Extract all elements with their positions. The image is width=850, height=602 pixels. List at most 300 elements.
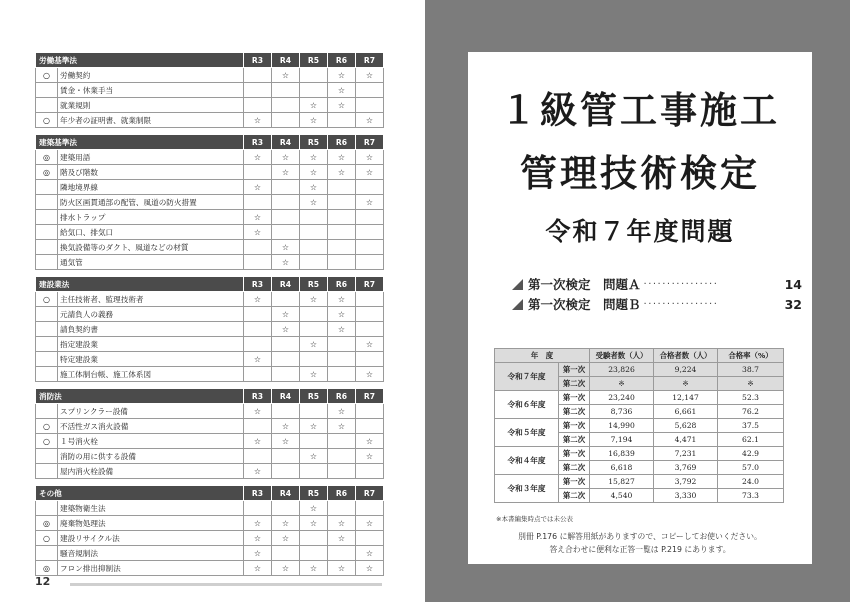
year-header: R3 xyxy=(244,277,272,292)
year-star xyxy=(328,210,356,225)
stats-examinees: ※ xyxy=(590,377,654,391)
year-star: ☆ xyxy=(328,292,356,307)
topic-row xyxy=(36,531,384,546)
year-star xyxy=(244,240,272,255)
importance-mark xyxy=(36,83,58,98)
topic-row xyxy=(36,113,384,128)
year-star xyxy=(328,546,356,561)
stats-examinees: 14,990 xyxy=(590,419,654,433)
year-star: ☆ xyxy=(244,434,272,449)
toc-page: 14 xyxy=(784,276,802,292)
year-star xyxy=(300,322,328,337)
year-header: R7 xyxy=(356,389,384,404)
stats-passers: ※ xyxy=(654,377,718,391)
topic-row xyxy=(36,516,384,531)
year-star: ☆ xyxy=(244,464,272,479)
year-header: R6 xyxy=(328,277,356,292)
topic-name: 屋内消火栓設備 xyxy=(58,464,244,479)
stats-passers: 7,231 xyxy=(654,447,718,461)
topic-row xyxy=(36,195,384,210)
year-star: ☆ xyxy=(272,240,300,255)
topic-row xyxy=(36,449,384,464)
year-star xyxy=(328,240,356,255)
topic-row xyxy=(36,561,384,576)
year-star: ☆ xyxy=(328,307,356,322)
stats-kind: 第一次 xyxy=(559,363,590,377)
stats-row xyxy=(495,475,784,489)
title-panel xyxy=(468,52,812,564)
importance-mark: ◎ xyxy=(36,561,58,576)
year-star xyxy=(356,210,384,225)
year-star: ☆ xyxy=(300,292,328,307)
year-star xyxy=(300,352,328,367)
year-star xyxy=(328,255,356,270)
toc-label: 第一次検定 問題Ｂ xyxy=(528,297,641,312)
stats-rate: 42.9 xyxy=(718,447,784,461)
importance-mark: ○ xyxy=(36,531,58,546)
topic-name: 消防の用に供する設備 xyxy=(58,449,244,464)
year-star: ☆ xyxy=(244,546,272,561)
answer-sheet-note: 別冊 P.176 に解答用紙がありますので、コピーしてお使いください。 xyxy=(518,532,762,541)
year-star: ☆ xyxy=(272,68,300,83)
topic-name: 賃金・休業手当 xyxy=(58,83,244,98)
importance-mark xyxy=(36,546,58,561)
importance-mark xyxy=(36,195,58,210)
importance-mark: ◎ xyxy=(36,516,58,531)
importance-mark xyxy=(36,367,58,382)
year-star xyxy=(328,501,356,516)
topic-name: 建築物衛生法 xyxy=(58,501,244,516)
year-star: ☆ xyxy=(244,352,272,367)
year-star: ☆ xyxy=(244,516,272,531)
year-star xyxy=(244,501,272,516)
year-star xyxy=(244,98,272,113)
topic-name: スプリンクラー設備 xyxy=(58,404,244,419)
year-header: R7 xyxy=(356,486,384,501)
year-star: ☆ xyxy=(328,165,356,180)
year-star xyxy=(272,337,300,352)
toc-page: 32 xyxy=(784,296,802,312)
toc-leader: ················ xyxy=(643,278,719,290)
year-star: ☆ xyxy=(300,180,328,195)
year-star xyxy=(328,225,356,240)
law-section-table xyxy=(35,276,384,382)
year-star xyxy=(300,404,328,419)
importance-mark xyxy=(36,337,58,352)
year-star: ☆ xyxy=(356,561,384,576)
year-header: R3 xyxy=(244,389,272,404)
topic-row xyxy=(36,352,384,367)
year-star: ☆ xyxy=(356,449,384,464)
topic-name: 防火区画貫通部の配管、風道の防火措置 xyxy=(58,195,244,210)
year-star: ☆ xyxy=(244,292,272,307)
stats-rate: 62.1 xyxy=(718,433,784,447)
section-header-row xyxy=(36,135,384,150)
importance-mark xyxy=(36,404,58,419)
topic-name: 元請負人の義務 xyxy=(58,307,244,322)
section-title: その他 xyxy=(36,486,244,501)
year-star: ☆ xyxy=(300,165,328,180)
year-star: ☆ xyxy=(328,531,356,546)
exam-statistics-table xyxy=(494,348,784,503)
importance-mark xyxy=(36,352,58,367)
year-star xyxy=(244,322,272,337)
stats-rate: 24.0 xyxy=(718,475,784,489)
year-star xyxy=(300,68,328,83)
stats-passers: 12,147 xyxy=(654,391,718,405)
importance-mark xyxy=(36,225,58,240)
subtitle: 令和７年度問題 xyxy=(545,217,735,246)
year-star xyxy=(244,307,272,322)
stats-rate: 37.5 xyxy=(718,419,784,433)
year-star: ☆ xyxy=(356,113,384,128)
year-star xyxy=(244,449,272,464)
toc-leader: ················ xyxy=(643,298,719,310)
year-star xyxy=(272,404,300,419)
importance-mark xyxy=(36,501,58,516)
triangle-marker-icon xyxy=(512,299,523,310)
year-star xyxy=(272,98,300,113)
year-star: ☆ xyxy=(300,449,328,464)
stats-rate: ※ xyxy=(718,377,784,391)
topic-name: 建設リサイクル法 xyxy=(58,531,244,546)
year-star xyxy=(244,83,272,98)
year-star: ☆ xyxy=(272,322,300,337)
year-star xyxy=(244,419,272,434)
year-star xyxy=(328,367,356,382)
stats-kind: 第一次 xyxy=(559,419,590,433)
year-star: ☆ xyxy=(272,307,300,322)
year-star xyxy=(356,180,384,195)
year-star: ☆ xyxy=(356,546,384,561)
year-star xyxy=(272,449,300,464)
year-star xyxy=(356,322,384,337)
stats-rate: 57.0 xyxy=(718,461,784,475)
year-star: ☆ xyxy=(328,419,356,434)
topic-name: 給気口、排気口 xyxy=(58,225,244,240)
year-star: ☆ xyxy=(244,404,272,419)
year-header: R6 xyxy=(328,389,356,404)
stats-examinees: 7,194 xyxy=(590,433,654,447)
stats-passers: 9,224 xyxy=(654,363,718,377)
year-star: ☆ xyxy=(272,255,300,270)
importance-mark xyxy=(36,180,58,195)
year-header: R7 xyxy=(356,277,384,292)
year-star xyxy=(300,434,328,449)
year-star: ☆ xyxy=(244,150,272,165)
topic-name: 労働契約 xyxy=(58,68,244,83)
section-title: 建設業法 xyxy=(36,277,244,292)
stats-examinees: 4,540 xyxy=(590,489,654,503)
topic-row xyxy=(36,337,384,352)
topic-row xyxy=(36,434,384,449)
topic-name: 指定建設業 xyxy=(58,337,244,352)
stats-rate: 38.7 xyxy=(718,363,784,377)
topic-row xyxy=(36,501,384,516)
importance-mark: ◎ xyxy=(36,150,58,165)
year-star xyxy=(272,83,300,98)
topic-name: 騒音規制法 xyxy=(58,546,244,561)
importance-mark xyxy=(36,449,58,464)
title-line-2: 管理技術検定 xyxy=(520,152,760,195)
stats-year: 令和３年度 xyxy=(495,475,559,503)
importance-mark xyxy=(36,240,58,255)
topic-name: 主任技術者、監理技術者 xyxy=(58,292,244,307)
year-star xyxy=(244,68,272,83)
topic-row xyxy=(36,240,384,255)
stats-row xyxy=(495,391,784,405)
stats-examinees: 15,827 xyxy=(590,475,654,489)
year-star: ☆ xyxy=(356,434,384,449)
year-star xyxy=(300,546,328,561)
year-star: ☆ xyxy=(272,150,300,165)
stats-examinees: 23,826 xyxy=(590,363,654,377)
topic-name: １号消火栓 xyxy=(58,434,244,449)
section-header-row xyxy=(36,389,384,404)
year-star: ☆ xyxy=(244,210,272,225)
law-section-table xyxy=(35,485,384,576)
year-star: ☆ xyxy=(356,150,384,165)
topic-name: 建築用語 xyxy=(58,150,244,165)
year-star: ☆ xyxy=(244,113,272,128)
year-star xyxy=(300,225,328,240)
stats-examinees: 6,618 xyxy=(590,461,654,475)
year-star xyxy=(328,337,356,352)
year-star: ☆ xyxy=(300,195,328,210)
right-page xyxy=(425,0,850,602)
year-star xyxy=(356,98,384,113)
topic-name: 通気管 xyxy=(58,255,244,270)
year-star xyxy=(300,531,328,546)
stats-passers: 6,661 xyxy=(654,405,718,419)
year-header: R3 xyxy=(244,135,272,150)
year-star xyxy=(300,307,328,322)
footer-rule xyxy=(70,583,382,586)
year-star xyxy=(272,195,300,210)
topic-row xyxy=(36,98,384,113)
stats-passers: 5,628 xyxy=(654,419,718,433)
year-star: ☆ xyxy=(272,419,300,434)
year-star xyxy=(272,180,300,195)
topic-row xyxy=(36,546,384,561)
topic-name: 請負契約書 xyxy=(58,322,244,337)
stats-header-year: 年 度 xyxy=(495,349,590,363)
year-header: R6 xyxy=(328,486,356,501)
year-star xyxy=(272,464,300,479)
topic-row xyxy=(36,83,384,98)
year-star xyxy=(328,195,356,210)
year-star: ☆ xyxy=(272,165,300,180)
year-star: ☆ xyxy=(328,83,356,98)
topic-name: 換気設備等のダクト、風道などの材質 xyxy=(58,240,244,255)
stats-kind: 第二次 xyxy=(559,433,590,447)
topic-row xyxy=(36,307,384,322)
year-star: ☆ xyxy=(300,516,328,531)
year-star xyxy=(356,464,384,479)
topic-row xyxy=(36,150,384,165)
topic-name: 施工体制台帳、施工体系図 xyxy=(58,367,244,382)
importance-mark xyxy=(36,322,58,337)
year-star: ☆ xyxy=(300,419,328,434)
section-title: 消防法 xyxy=(36,389,244,404)
year-star xyxy=(272,210,300,225)
stats-header-row xyxy=(495,349,784,363)
stats-examinees: 23,240 xyxy=(590,391,654,405)
section-title: 建築基準法 xyxy=(36,135,244,150)
topic-name: 年少者の証明書、就業制限 xyxy=(58,113,244,128)
year-header: R4 xyxy=(272,135,300,150)
toc-entry-b[interactable] xyxy=(512,296,802,312)
topic-row xyxy=(36,255,384,270)
year-star: ☆ xyxy=(300,150,328,165)
year-header: R4 xyxy=(272,53,300,68)
year-star xyxy=(272,352,300,367)
topic-frequency-tables xyxy=(35,52,383,576)
year-star: ☆ xyxy=(300,367,328,382)
year-star xyxy=(244,337,272,352)
year-star xyxy=(300,83,328,98)
year-star: ☆ xyxy=(244,531,272,546)
year-header: R5 xyxy=(300,277,328,292)
year-star xyxy=(244,367,272,382)
year-star xyxy=(272,367,300,382)
stats-kind: 第二次 xyxy=(559,377,590,391)
stats-header-rate: 合格率（%） xyxy=(718,349,784,363)
law-section-table xyxy=(35,134,384,270)
year-star xyxy=(356,531,384,546)
year-star xyxy=(300,464,328,479)
year-star: ☆ xyxy=(272,516,300,531)
topic-row xyxy=(36,404,384,419)
year-star: ☆ xyxy=(272,561,300,576)
year-star xyxy=(356,225,384,240)
year-star: ☆ xyxy=(300,98,328,113)
year-star: ☆ xyxy=(244,561,272,576)
importance-mark: ○ xyxy=(36,419,58,434)
year-star: ☆ xyxy=(244,225,272,240)
topic-row xyxy=(36,225,384,240)
year-star: ☆ xyxy=(328,322,356,337)
year-header: R4 xyxy=(272,389,300,404)
year-star xyxy=(328,464,356,479)
year-star xyxy=(272,292,300,307)
topic-row xyxy=(36,464,384,479)
year-star: ☆ xyxy=(300,561,328,576)
year-star: ☆ xyxy=(356,68,384,83)
stats-examinees: 8,736 xyxy=(590,405,654,419)
importance-mark: ◎ xyxy=(36,165,58,180)
topic-name: 階及び階数 xyxy=(58,165,244,180)
topic-name: 排水トラップ xyxy=(58,210,244,225)
stats-passers: 4,471 xyxy=(654,433,718,447)
stats-year: 令和６年度 xyxy=(495,391,559,419)
stats-year: 令和５年度 xyxy=(495,419,559,447)
year-header: R5 xyxy=(300,53,328,68)
year-star xyxy=(328,352,356,367)
year-star: ☆ xyxy=(356,165,384,180)
section-header-row xyxy=(36,53,384,68)
year-star xyxy=(356,501,384,516)
stats-kind: 第一次 xyxy=(559,475,590,489)
year-star: ☆ xyxy=(328,404,356,419)
year-header: R6 xyxy=(328,53,356,68)
importance-mark: ○ xyxy=(36,68,58,83)
topic-row xyxy=(36,68,384,83)
year-star: ☆ xyxy=(300,113,328,128)
section-title: 労働基準法 xyxy=(36,53,244,68)
year-star: ☆ xyxy=(328,561,356,576)
year-star xyxy=(272,113,300,128)
year-star xyxy=(244,195,272,210)
year-star: ☆ xyxy=(328,98,356,113)
year-star: ☆ xyxy=(300,337,328,352)
year-star xyxy=(328,180,356,195)
year-star xyxy=(356,255,384,270)
topic-name: 就業規則 xyxy=(58,98,244,113)
stats-row xyxy=(495,363,784,377)
year-star: ☆ xyxy=(356,516,384,531)
importance-mark xyxy=(36,98,58,113)
importance-mark: ○ xyxy=(36,434,58,449)
year-star: ☆ xyxy=(272,531,300,546)
year-star xyxy=(356,292,384,307)
year-star xyxy=(328,449,356,464)
topic-name: 隣地境界線 xyxy=(58,180,244,195)
stats-passers: 3,792 xyxy=(654,475,718,489)
title-line-1: １級管工事施工 xyxy=(500,89,780,132)
topic-name: 不活性ガス消火設備 xyxy=(58,419,244,434)
triangle-marker-icon xyxy=(512,279,523,290)
stats-kind: 第二次 xyxy=(559,489,590,503)
year-star: ☆ xyxy=(328,68,356,83)
year-star xyxy=(328,113,356,128)
year-star xyxy=(300,255,328,270)
toc-label: 第一次検定 問題Ａ xyxy=(528,277,641,292)
year-star xyxy=(272,225,300,240)
stats-kind: 第二次 xyxy=(559,461,590,475)
toc-entry-a[interactable] xyxy=(512,276,802,292)
stats-year: 令和７年度 xyxy=(495,363,559,391)
year-star xyxy=(300,210,328,225)
law-section-table xyxy=(35,52,384,128)
topic-row xyxy=(36,180,384,195)
year-star xyxy=(244,165,272,180)
year-header: R3 xyxy=(244,486,272,501)
year-star xyxy=(272,546,300,561)
section-header-row xyxy=(36,486,384,501)
stats-passers: 3,330 xyxy=(654,489,718,503)
answer-list-note: 答え合わせに便利な正答一覧は P.219 にあります。 xyxy=(549,545,731,554)
stats-rate: 52.3 xyxy=(718,391,784,405)
topic-row xyxy=(36,165,384,180)
year-star xyxy=(356,404,384,419)
section-header-row xyxy=(36,277,384,292)
stats-rate: 76.2 xyxy=(718,405,784,419)
year-header: R3 xyxy=(244,53,272,68)
stats-kind: 第一次 xyxy=(559,391,590,405)
year-star: ☆ xyxy=(356,195,384,210)
importance-mark xyxy=(36,255,58,270)
year-star xyxy=(356,352,384,367)
stats-header-passers: 合格者数（人） xyxy=(654,349,718,363)
year-header: R5 xyxy=(300,135,328,150)
importance-mark: ○ xyxy=(36,292,58,307)
year-header: R4 xyxy=(272,486,300,501)
importance-mark xyxy=(36,210,58,225)
importance-mark: ○ xyxy=(36,113,58,128)
year-star: ☆ xyxy=(328,150,356,165)
year-star xyxy=(356,307,384,322)
